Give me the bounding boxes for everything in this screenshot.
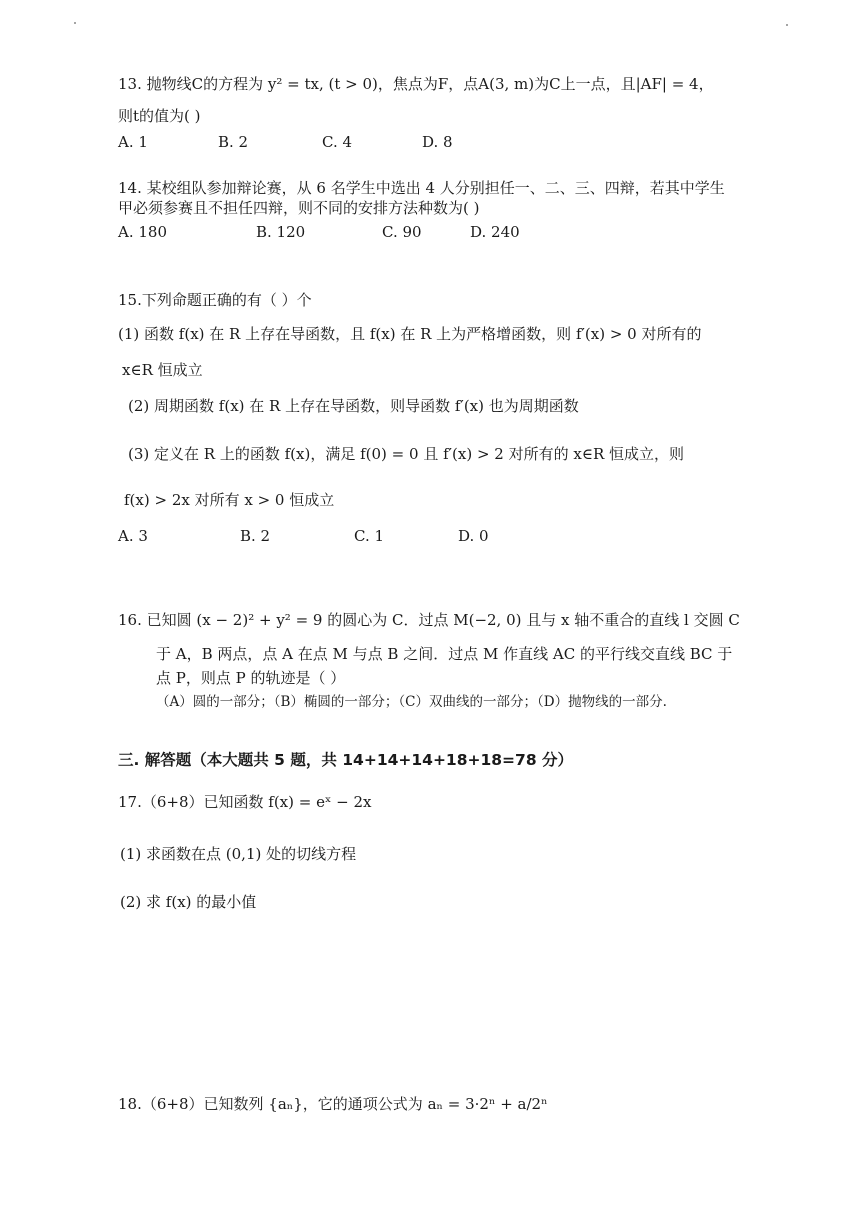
q15-option-b: B. 2 [240, 527, 271, 545]
q13-option-a: A. 1 [118, 133, 148, 151]
q15-proposition-1: (1) 函数 f(x) 在 R 上存在导函数，且 f(x) 在 R 上为严格增函数，则 f′(x) > 0 对所有的 [118, 325, 702, 343]
q15-proposition-1-cont: x∈R 恒成立 [122, 361, 203, 379]
q14-stem-line2: 甲必须参赛且不担任四辩，则不同的安排方法种数为( ) [118, 199, 480, 217]
q16-choices: （A）圆的一部分；（B）椭圆的一部分；（C）双曲线的一部分；（D）抛物线的一部分. [156, 694, 667, 710]
q17-part-2: (2) 求 f(x) 的最小值 [120, 893, 257, 911]
section-heading: 三. 解答题（本大题共 5 题，共 14+14+14+18+18=78 分） [118, 751, 574, 769]
q15-proposition-3: (3) 定义在 R 上的函数 f(x)，满足 f(0) = 0 且 f′(x) > 2 对所有的 x∈R 恒成立，则 [128, 445, 685, 463]
q14-option-b: B. 120 [256, 223, 306, 241]
q13-stem: 13. 抛物线C的方程为 y² = tx, (t > 0)，焦点为F，点A(3, m)为C上一点，且|AF| = 4， [118, 75, 714, 93]
q14-option-a: A. 180 [118, 223, 167, 241]
q16-stem-line3: 点 P，则点 P 的轨迹是（ ） [156, 669, 346, 687]
q17-stem: 17.（6+8）已知函数 f(x) = eˣ − 2x [118, 793, 372, 811]
q13-option-c: C. 4 [322, 133, 353, 151]
q15-option-d: D. 0 [458, 527, 489, 545]
q15-proposition-3-cont: f(x) > 2x 对所有 x > 0 恒成立 [124, 491, 335, 509]
scan-speck [74, 22, 76, 24]
scan-speck [786, 24, 788, 26]
q13-option-d: D. 8 [422, 133, 453, 151]
q18-stem: 18.（6+8）已知数列 {aₙ}，它的通项公式为 aₙ = 3·2ⁿ + a/2ⁿ [118, 1095, 548, 1113]
q17-part-1: (1) 求函数在点 (0,1) 处的切线方程 [120, 845, 357, 863]
q16-stem-line2: 于 A，B 两点，点 A 在点 M 与点 B 之间．过点 M 作直线 AC 的平行线交直线 BC 于 [156, 645, 733, 663]
q15-option-c: C. 1 [354, 527, 385, 545]
q15-stem: 15.下列命题正确的有（ ）个 [118, 291, 312, 309]
q14-stem: 14. 某校组队参加辩论赛，从 6 名学生中选出 4 人分别担任一、二、三、四辩，若其中学生 [118, 179, 725, 197]
q15-proposition-2: (2) 周期函数 f(x) 在 R 上存在导函数，则导函数 f′(x) 也为周期函数 [128, 397, 579, 415]
q16-stem: 16. 已知圆 (x − 2)² + y² = 9 的圆心为 C．过点 M(−2, 0) 且与 x 轴不重合的直线 l 交圆 C [118, 611, 740, 629]
q13-stem-line2: 则t的值为( ) [118, 107, 201, 125]
q14-option-d: D. 240 [470, 223, 520, 241]
q15-option-a: A. 3 [118, 527, 148, 545]
q14-option-c: C. 90 [382, 223, 422, 241]
q13-option-b: B. 2 [218, 133, 249, 151]
